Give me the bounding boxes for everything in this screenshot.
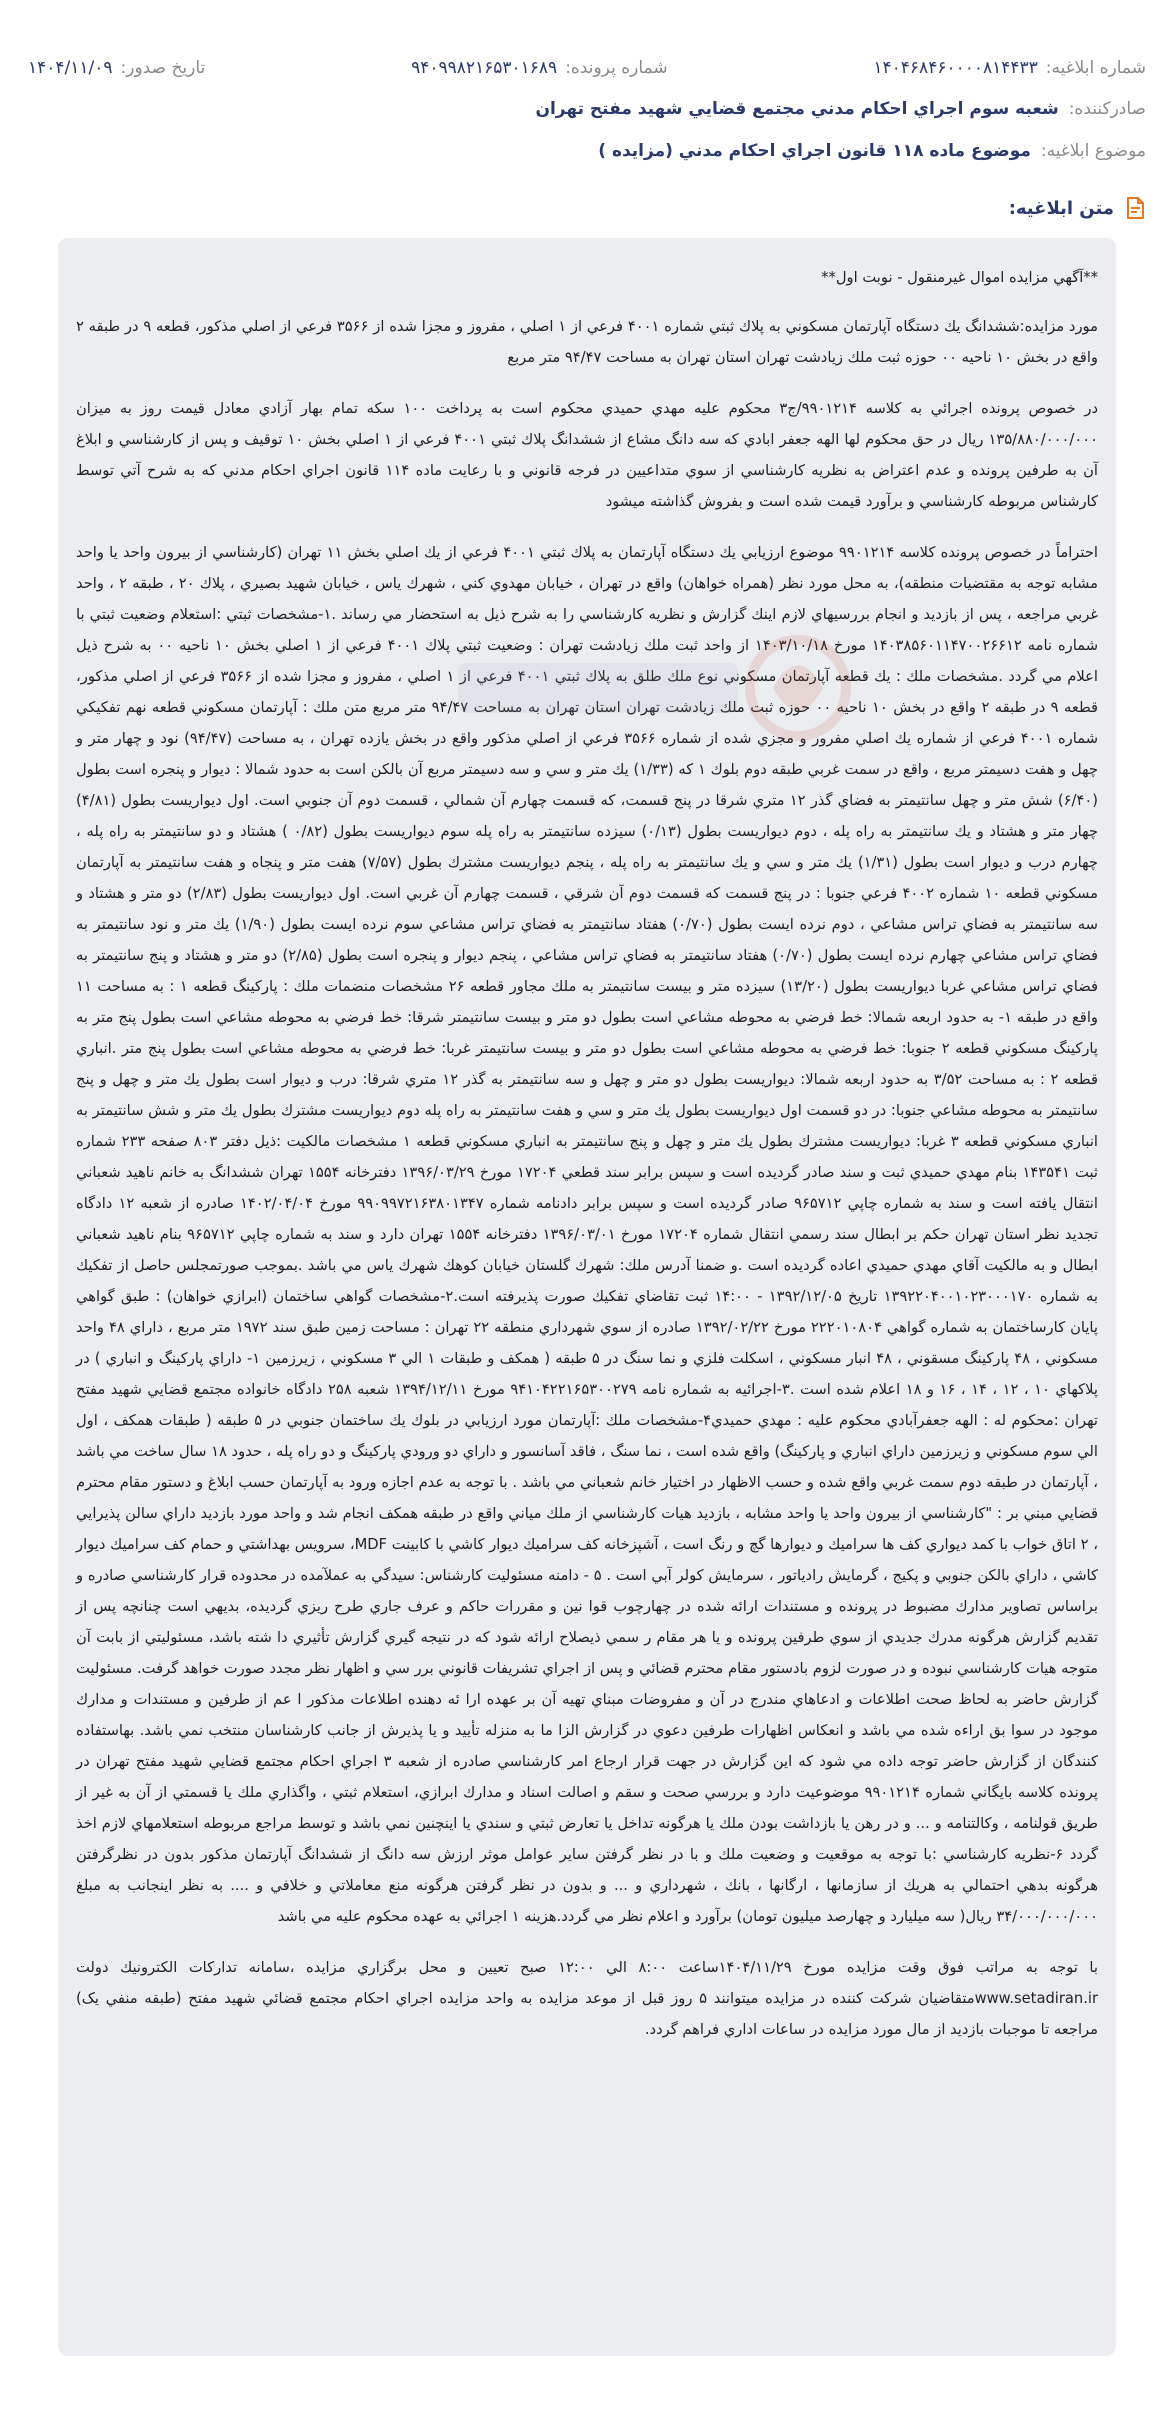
issuer-row xyxy=(28,88,1146,130)
notice-body xyxy=(58,238,1116,2356)
case-number-value: ۹۴۰۹۹۸۲۱۶۵۳۰۱۶۸۹ xyxy=(411,58,558,78)
issue-date xyxy=(28,58,205,78)
section-title-text: متن ابلاغيه: xyxy=(1008,197,1114,219)
issue-date-value: ۱۴۰۴/۱۱/۰۹ xyxy=(28,58,113,78)
auction-item-paragraph: مورد مزايده:ششدانگ يك دستگاه آپارتمان مسكوني به پلاك ثبتي شماره ۴۰۰۱ فرعي از ۱ اصلي ، مفروز و مجزا شده از ۳۵۶۶ فرعي از اصلي مذكور، قطعه ۹ در طبقه ۲ واقع در بخش ۱۰ ناحيه ۰۰ حوزه ثبت ملك زيادشت تهران استان تهران به مساحت ۹۴/۴۷ متر مربع xyxy=(76,318,1099,366)
issuer-value: شعبه سوم اجراي احکام مدني مجتمع قضايي شهيد مفتح تهران xyxy=(535,99,1059,119)
issuer-label: صادرکننده: xyxy=(1068,99,1146,119)
subject-row xyxy=(28,130,1146,172)
case-number xyxy=(411,58,667,78)
notice-number-value: ۱۴۰۴۶۸۴۶۰۰۰۰۸۱۴۴۳۳ xyxy=(873,58,1038,78)
section-title xyxy=(1009,196,1146,220)
subject-label: موضوع ابلاغيه: xyxy=(1040,141,1146,161)
auction-time-paragraph: با توجه به مراتب فوق وقت مزايده مورخ ۱۴۰۴/۱۱/۲۹ساعت ۸:۰۰ الي ۱۲:۰۰ صبح تعيين و محل برگزاري مزايده ،سامانه تداركات الكترونيك دولت www.setadiran.irمتقاضيان شركت كننده در مزايده ميتوانند ۵ روز قبل از موعد مزايده به واحد مزايده اجراي احكام مجتمع قضائي شهيد مفتح (طبقه منفي يک) مراجعه تا موجبات بازديد از مال مورد مزايده در ساعات اداري فراهم گردد. xyxy=(76,1959,1098,2038)
notice-header xyxy=(28,48,1146,172)
expert-report-paragraph: احتراماً در خصوص پرونده كلاسه ۹۹۰۱۲۱۴ موضوع ارزيابي يك دستگاه آپارتمان به پلاك ثبتي ۴۰۰۱ فرعي از يك اصلي بخش ۱۱ تهران (كارشناسي از بيرون واحد يا واحد مشابه توجه به مقتضيات منطقه)، به محل مورد نظر (همراه خواهان) واقع در تهران ، خيابان مهدوي كني ، شهرك ياس ، خيابان شهيد بصيري ، پلاك ۲۰ ، طبقه ۲ ، واحد غربي مراجعه ، پس از بازديد و انجام بررسيهاي لازم اينك گزارش و نظريه كارشناسي را به شرح ذيل به استحضار مي رساند .۱-مشخصات ثبتي :استعلام وضعيت ثبتي با شماره نامه ۱۴۰۳۸۵۶۰۱۱۴۷۰۰۲۶۶۱۲ مورخ ۱۴۰۳/۱۰/۱۸ از واحد ثبت ملك زيادشت تهران : وضعيت ثبتي پلاك ۴۰۰۱ فرعي از ۱ اصلي بخش ۱۰ ناحيه ۰۰ به شرح ذيل اعلام مي گردد .مشخصات ملك : يك قطعه آپارتمان مسكوني نوع ملك طلق به پلاك ثبتي ۴۰۰۱ فرعي از ۱ اصلي ، مفروز و مجزا شده از ۳۵۶۶ فرعي از اصلي مذكور، قطعه ۹ در طبقه ۲ واقع در بخش ۱۰ ناحيه ۰۰ حوزه ثبت ملك زيادشت تهران استان تهران به مساحت ۹۴/۴۷ متر مربع متن ملك : آپارتمان مسكوني قطعه نهم تفكيكي شماره ۴۰۰۱ فرعي از شماره يك اصلي مفرور و مجزي شده از شماره ۳۵۶۶ فرعي از اصلي مذكور واقع در بخش يازده تهران ، به مساحت (۹۴/۴۷) نود و چهار متر و چهل و هفت دسيمتر مربع ، واقع در سمت غربي طبقه دوم بلوك ۱ كه (۱/۳۳) يك متر و سي و سه دسيمتر مربع آن بالكن است به حدود شمالا : ديوار و پنجره است بطول (۶/۴۰) شش متر و چهل سانتيمتر به فضاي گذر ۱۲ متري شرقا در پنج قسمت، كه قسمت چهارم آن شمالي ، قسمت دوم آن جنوبي است. اول ديواريست بطول (۴/۸۱) چهار متر و هشتاد و يك سانتيمتر به راه پله ، دوم ديواريست بطول (۰/۱۳) سيزده سانتيمتر به راه پله سوم ديواريست بطول (۰/۸۲ ) هشتاد و دو سانتيمتر به راه پله ، چهارم درب و ديوار است بطول (۱/۳۱) يك متر و سي و يك سانتيمتر به راه پله ، پنجم ديواريست مشترك بطول (۷/۵۷) هفت متر و پنجاه و هفت سانتيمتر به آپارتمان مسكوني قطعه ۱۰ شماره ۴۰۰۲ فرعي جنوبا : در پنج قسمت كه قسمت دوم آن شرقي ، قسمت چهارم آن غربي است. اول ديواريست بطول (۲/۸۳) دو متر و هشتاد و سه سانتيمتر به فضاي تراس مشاعي ، دوم نرده ايست بطول (۰/۷۰) هفتاد سانتيمتر به فضاي تراس مشاعي سوم نرده ايست بطول (۱/۹۰) يك متر و نود سانتيمتر به فضاي تراس مشاعي چهارم نرده ايست بطول (۰/۷۰) هفتاد سانتيمتر به فضاي تراس مشاعي ، پنجم ديوار و پنجره است بطول (۲/۸۵) دو متر و هشتاد و پنج سانتيمتر به فضاي تراس مشاعي غربا ديواريست بطول (۱۳/۲۰) سيزده متر و بيست سانتيمتر به ملك مجاور قطعه ۲۶ مشخصات منضمات ملك : پاركينگ قطعه ۱ : به مساحت ۱۱ واقع در طبقه ۱- به حدود اربعه شمالا: خط فرضي به محوطه مشاعي است بطول دو متر و بيست سانتيمتر شرقا: خط فرضي به محوطه مشاعي است بطول پنج متر به پاركينگ مسكوني قطعه ۲ جنوبا: خط فرضي به محوطه مشاعي است بطول دو متر و بيست سانتيمتر غربا: خط فرضي به محوطه مشاعي است بطول پنج متر .انباري قطعه ۲ : به مساحت ۳/۵۲ به حدود اربعه شمالا: ديواريست بطول دو متر و چهل و سه سانتيمتر به گذر ۱۲ متري شرقا: درب و ديوار است بطول يك متر و چهل و پنج سانتيمتر به محوطه مشاعي جنوبا: در دو قسمت اول ديواريست بطول يك متر و سي و هفت سانتيمتر به راه پله دوم ديواريست مشترك بطول يك متر و شش سانتيمتر به انباري مسكوني قطعه ۳ غربا: ديواريست مشترك بطول يك متر و چهل و پنج سانتيمتر به انباري مسكوني قطعه ۱ مشخصات مالكيت :ذيل دفتر ۸۰۳ صفحه ۲۳۳ شماره ثبت ۱۴۳۵۴۱ بنام مهدي حميدي ثبت و سند صادر گرديده است و سپس برابر سند قطعي ۱۷۲۰۴ مورخ ۱۳۹۶/۰۳/۲۹ دفترخانه ۱۵۵۴ تهران ششدانگ به خانم ناهيد شعباني انتقال يافته است و سند به شماره چاپي ۹۶۵۷۱۲ صادر گرديده است و سپس برابر دادنامه شماره ۹۹۰۹۹۷۲۱۶۳۸۰۱۳۴۷ مورخ ۱۴۰۲/۰۴/۰۴ صادره از شعبه ۱۲ دادگاه تجديد نظر استان تهران حكم بر ابطال سند رسمي انتقال شماره ۱۷۲۰۴ مورخ ۱۳۹۶/۰۳/۰۱ دفترخانه ۱۵۵۴ تهران دارد و سند به شماره چاپي ۹۶۵۷۱۲ بنام ناهيد شعباني ابطال و به مالكيت آقاي مهدي حميدي اعاده گرديده است .و ضمنا آدرس ملك: شهرك گلستان خيابان كوهك شهرك ياس مي باشد .بموجب صورتمجلس حاصل از تفكيك به شماره ۱۳۹۲۲۰۴۰۰۱۰۲۳۰۰۰۱۷۰ تاريخ ۱۳۹۲/۱۲/۰۵ - ۱۴:۰۰ ثبت تقاضاي تفكيك صورت پذيرفته است.۲-مشخصات گواهي ساختمان (ابرازي خواهان) : طبق گواهي پايان كارساختمان به شماره گواهي ۲۲۲۰۱۰۸۰۴ مورخ ۱۳۹۲/۰۲/۲۲ صادره از سوي شهرداري منطقه ۲۲ تهران : مساحت زمين طبق سند ۱۹۷۲ متر مربع ، داراي ۴۸ واحد مسكوني ، ۴۸ پاركينگ مسقوني ، ۴۸ انبار مسكوني ، اسكلت فلزي و نما سنگ در ۵ طبقه ( همكف و طبقات ۱ الي ۳ مسكوني ، زيرزمين ۱- داراي پاركينگ و انباري ) در پلاكهاي ۱۰ ، ۱۲ ، ۱۴ ، ۱۶ و ۱۸ اعلام شده است .۳-اجرائيه به شماره نامه ۹۴۱۰۴۲۲۱۶۵۳۰۰۲۷۹ مورخ ۱۳۹۴/۱۲/۱۱ شعبه ۲۵۸ دادگاه خانواده مجتمع قضايي شهيد مفتح تهران :محكوم له : الهه جعفرآبادي محكوم عليه : مهدي حميدي۴-مشخصات ملك :آپارتمان مورد ارزيابي در بلوك يك ساختمان جنوبي در ۵ طبقه ( طبقات همكف ، اول الي سوم مسكوني و زيرزمين داراي انباري و پاركينگ) واقع شده است ، نما سنگ ، فاقد آسانسور و داراي دو ورودي پاركينگ و دو راه پله ، حدود ۱۸ سال ساخت مي باشد ، آپارتمان در طبقه دوم سمت غربي واقع شده و حسب الاظهار در اختيار خانم شعباني مي باشد . با توجه به عدم اجازه ورود به آپارتمان حسب ابلاغ و دستور مقام محترم قضايي مبني بر : "كارشناسي از بيرون واحد يا واحد مشابه ، بازديد هيات كارشناسي از ملك مياني واقع در طبقه همكف انجام شد و واحد مورد بازديد داراي سالن پذيرايي ، ۲ اتاق خواب با كمد ديواري كف ها سراميك و ديوارها گچ و رنگ است ، آشپزخانه كف سراميك ديوار كاشي با كابينت MDF، سرويس بهداشتي و حمام كف سراميك ديوار كاشي ، داراي بالكن جنوبي و پكيج ، گرمايش رادياتور ، سرمايش كولر آبي است . ۵ - دامنه مسئوليت كارشناس: سيدگي به عملآمده در محدوده قرار كارشناسي صادره و براساس تصاوير مدارك مضبوط در پرونده و مستندات ارائه شده در چهارچوب قوا نين و مقررات حاكم و عرف جاري طرح ريزي گرديده، بديهي است چنانچه پس از تقديم گزارش هرگونه مدرك جديدي از سوي طرفين پرونده و يا هر مقام ر سمي ذيصلاح ارائه شود كه در نتيجه گيري گزارش تأثيري دا شته باشد، مسئوليتي از بابت آن متوجه هيات كارشناسي نبوده و در صورت لزوم بادستور مقام محترم قضائي و پس از اجراي تشريفات قانوني برر سي و اظهار نظر مجدد صورت خواهد گرفت. مسئوليت گزارش حاضر به لحاظ صحت اطلاعات و ادعاهاي مندرج در آن و مفروضات مبناي تهيه آن بر عهده ارا ئه دهنده اطلاعات مذكور ا عم از طرفين و مستندات و مدارك موجود در سوا بق اراءه شده مي باشد و انعكاس اظهارات طرفين دعوي در گزارش الزا ما به منزله تأييد و يا پذيرش از جانب كارشناسان منتخب نمي باشد. بهاستفاده كنندگان از گزارش حاضر توجه داده مي شود كه اين گزارش در جهت قرار ارجاع امر كارشناسي صادره از شعبه ۳ اجراي احكام مجتمع قضايي شهيد مفتح تهران در پرونده كلاسه بايگاني شماره ۹۹۰۱۲۱۴ موضوعيت دارد و بررسي صحت و سقم و اصالت اسناد و مدارك ابرازي، استعلام ثبتي ، واگذاري ملك يا قسمتي از آن به غير از طريق قولنامه ، وكالتنامه و ... و در رهن يا بازداشت بودن ملك يا هرگونه تداخل يا تعارض ثبتي و سندي يا اينچنين نمي باشد و توسط مراجع مربوطه استعلامهاي لازم اخذ گردد ۶-نظريه كارشناسي :با توجه به موقعيت و وضعيت ملك و با در نظر گرفتن ساير عوامل موثر ارزش سه دانگ از ششدانگ آپارتمان مذكور بدون در نظرگرفتن هرگونه بدهي احتمالي به هريك از سازمانها ، ارگانها ، بانك ، شهرداري و ... و بدون در نظر گرفتن هرگونه منع معاملاتي و خلافي و .... به نظر اينجانب به مبلغ ۳۴/۰۰۰/۰۰۰/۰۰۰ ريال( سه ميليارد و چهارصد ميليون تومان) برآورد و اعلام نظر مي گردد.هزينه ۱ اجرائي به عهده محكوم عليه مي باشد xyxy=(76,544,1099,1925)
case-number-label: شماره پرونده: xyxy=(565,58,668,78)
notice-number xyxy=(873,58,1146,78)
notice-number-label: شماره ابلاغيه: xyxy=(1045,58,1146,78)
case-paragraph: در خصوص پرونده اجرائي به كلاسه ۹۹۰۱۲۱۴/ج۳ محكوم عليه مهدي حميدي محكوم است به پرداخت ۱۰۰ سكه تمام بهار آزادي معادل قيمت روز به ميزان ۱۳۵/۸۸۰/۰۰۰/۰۰۰ ريال در حق محكوم لها الهه جعفر ابادي كه سه دانگ مشاع از ششدانگ پلاك ثبتي ۴۰۰۱ فرعي از ۱ اصلي بخش ۱۰ توقيف و پس از كارشناسي و ابلاغ آن به طرفين پرونده و عدم اعتراض به نظريه كارشناسي از سوي متداعيين در فرجه قانوني و با رعايت ماده ۱۱۴ قانون اجراي احكام مدني كه به شرح آتي توسط كارشناس مربوطه كارشناسي و برآورد قيمت شده است و بفروش گذاشته ميشود xyxy=(76,400,1098,510)
subject-value: موضوع ماده ۱۱۸ قانون اجراي احکام مدني (مزايده ) xyxy=(598,141,1031,161)
document-icon xyxy=(1124,196,1146,220)
notice-heading: **آگهي مزايده اموال غيرمنقول - نوبت اول** xyxy=(821,269,1098,286)
issue-date-label: تاريخ صدور: xyxy=(120,58,206,78)
header-info-row xyxy=(28,48,1146,88)
